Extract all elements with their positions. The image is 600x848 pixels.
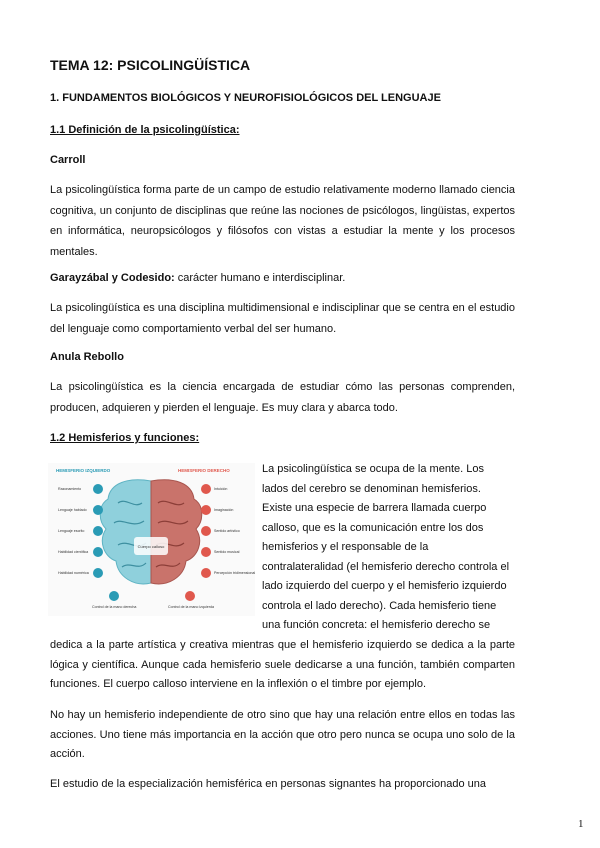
paragraph-hemispheres-wrapped <box>262 460 515 636</box>
left-item: Habilidad científica <box>58 550 89 554</box>
text-line: calloso, que es la comunicación entre los dos <box>262 521 484 534</box>
paragraph-garayzabal <box>50 268 515 289</box>
right-hemisphere-shape <box>151 480 202 584</box>
right-item: Sentido musical <box>214 550 240 554</box>
brain-illustration <box>48 463 255 616</box>
text-line: La psicolingüística se ocupa de la mente. Los <box>262 463 484 475</box>
paragraph-anula: La psicolingüística es la ciencia encargada de estudiar cómo las personas comprenden, producen, adquieren y pierden el lenguaje. Es muy clara y abarca todo. <box>50 381 515 414</box>
author-garayzabal: Garayzábal y Codesido: <box>50 272 175 284</box>
left-hemisphere-shape <box>100 480 151 584</box>
text-line: hemisferios y el responsable de la <box>262 541 429 553</box>
text-line: Existe una especie de barrera llamada cuerpo <box>262 502 487 514</box>
garayzabal-inline: carácter humano e interdisciplinar. <box>174 272 346 284</box>
text-line: una función concreta: el hemisferio derecho se <box>262 619 491 631</box>
text-line: lados del cerebro se denominan hemisferios. <box>262 482 481 495</box>
subsection-heading-definition: 1.1 Definición de la psicolingüística: <box>50 124 240 136</box>
paragraph-garayzabal-definition: La psicolingüística es una disciplina multidimensional e indisciplinar que se centra en el estudio del lenguaje como comportamiento verbal del ser humano. <box>50 302 515 335</box>
author-carroll: Carroll <box>50 154 86 166</box>
left-hemisphere-title: HEMISFERIO IZQUIERDO <box>56 468 111 473</box>
paragraph-study: El estudio de la especialización hemisférica en personas signantes ha proporcionado una <box>50 778 486 790</box>
paragraph-carroll: La psicolingüística forma parte de un campo de estudio relativamente moderno llamado ciencia cognitiva, un conjunto de disciplinas que reúne las nociones de psicólogos, lingüistas, expertos en informática, neuropsicólogos y filósofos con vistas a estudiar la mente y los procesos mentales. <box>50 184 515 258</box>
right-item: Percepción tridimensional <box>214 571 255 575</box>
paragraph-relation: No hay un hemisferio independiente de otro sino que hay una relación entre ellos en todas las acciones. Uno tiene más importancia en la acción que otro pero nunca se ocupa uno solo de la acción. <box>50 709 515 760</box>
right-item: Control de la mano izquierda <box>168 605 214 609</box>
left-item: Control de la mano derecha <box>92 605 137 609</box>
brain-hemispheres-figure <box>48 463 255 616</box>
corpus-callosum-label: Cuerpo calloso <box>137 544 165 549</box>
left-item: Razonamiento <box>58 487 82 491</box>
page-number: 1 <box>578 818 584 830</box>
left-item: Lenguaje escrito <box>58 529 85 533</box>
left-item: Lenguaje hablado <box>58 508 87 512</box>
text-line: contralateralidad (el hemisferio derecho controla el <box>262 560 510 573</box>
text-line: lado izquierdo del cuerpo y el hemisferio izquierdo <box>262 580 507 592</box>
subsection-heading-hemispheres: 1.2 Hemisferios y funciones: <box>50 432 200 444</box>
author-anula: Anula Rebollo <box>50 351 124 363</box>
right-hemisphere-title: HEMISFERIO DERECHO <box>178 468 230 473</box>
paragraph-hemispheres-continued: dedica a la parte artística y creativa mientras que el hemisferio izquierdo se dedica a la parte lógica y científica. Aunque cada hemisferio suele dedicarse a una función, también comparten funciones. El cuerpo calloso interviene en la inflexión o el timbre por ejemplo. <box>50 639 515 690</box>
right-item: Sentido artístico <box>214 529 240 533</box>
section-heading: 1. FUNDAMENTOS BIOLÓGICOS Y NEUROFISIOLÓGICOS DEL LENGUAJE <box>50 92 441 104</box>
page-title: TEMA 12: PSICOLINGÜÍSTICA <box>50 57 251 73</box>
right-item: Intuición <box>214 487 228 491</box>
text-line: controla el lado derecho). Cada hemisferio tiene <box>262 599 497 612</box>
right-item: Imaginación <box>214 508 234 512</box>
left-item: Habilidad numérica <box>58 571 89 575</box>
